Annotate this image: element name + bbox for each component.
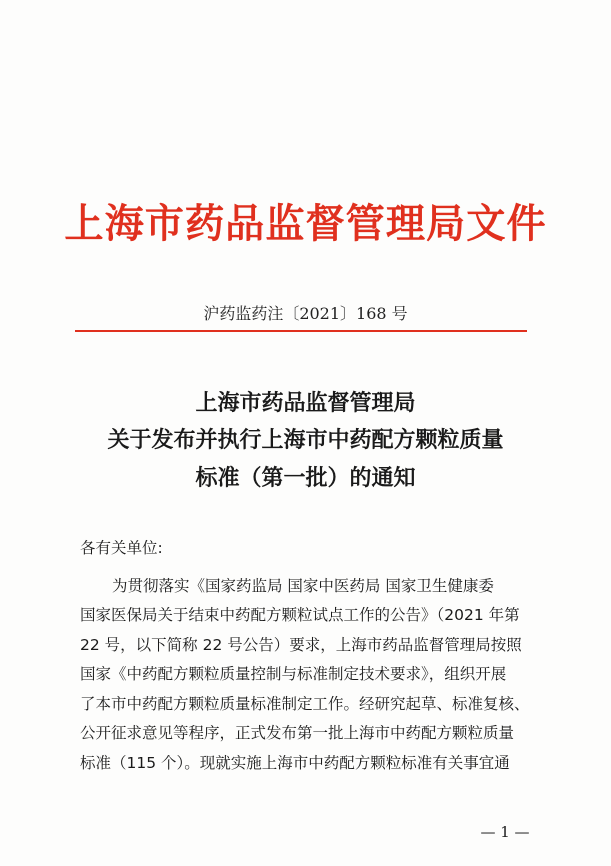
body-line: 公开征求意见等程序，正式发布第一批上海市中药配方颗粒质量 bbox=[80, 724, 515, 742]
notice-title-line-2: 关于发布并执行上海市中药配方颗粒质量 bbox=[107, 428, 504, 453]
issuer-title: 上海市药品监督管理局文件 bbox=[64, 200, 547, 247]
notice-title-line-1: 上海市药品监督管理局 bbox=[195, 391, 416, 416]
body-line: 标准（115 个）。现就实施上海市中药配方颗粒标准有关事宜通 bbox=[80, 754, 510, 772]
salutation: 各有关单位: bbox=[80, 539, 163, 557]
red-divider-line bbox=[75, 330, 527, 332]
notice-title-line-3: 标准（第一批）的通知 bbox=[195, 466, 416, 491]
body-line: 为贯彻落实《国家药监局 国家中医药局 国家卫生健康委 bbox=[112, 577, 494, 595]
body-line: 国家《中药配方颗粒质量控制与标准制定技术要求》，组织开展 bbox=[80, 665, 507, 683]
body-line: 国家医保局关于结束中药配方颗粒试点工作的公告》（2021 年第 bbox=[80, 606, 520, 624]
page-number: — 1 — bbox=[480, 823, 530, 841]
body-line: 了本市中药配方颗粒质量标准制定工作。经研究起草、标准复核、 bbox=[80, 695, 530, 713]
document-number: 沪药监药注〔2021〕168 号 bbox=[203, 304, 408, 323]
body-line: 22 号，以下简称 22 号公告）要求，上海市药品监督管理局按照 bbox=[80, 636, 522, 654]
